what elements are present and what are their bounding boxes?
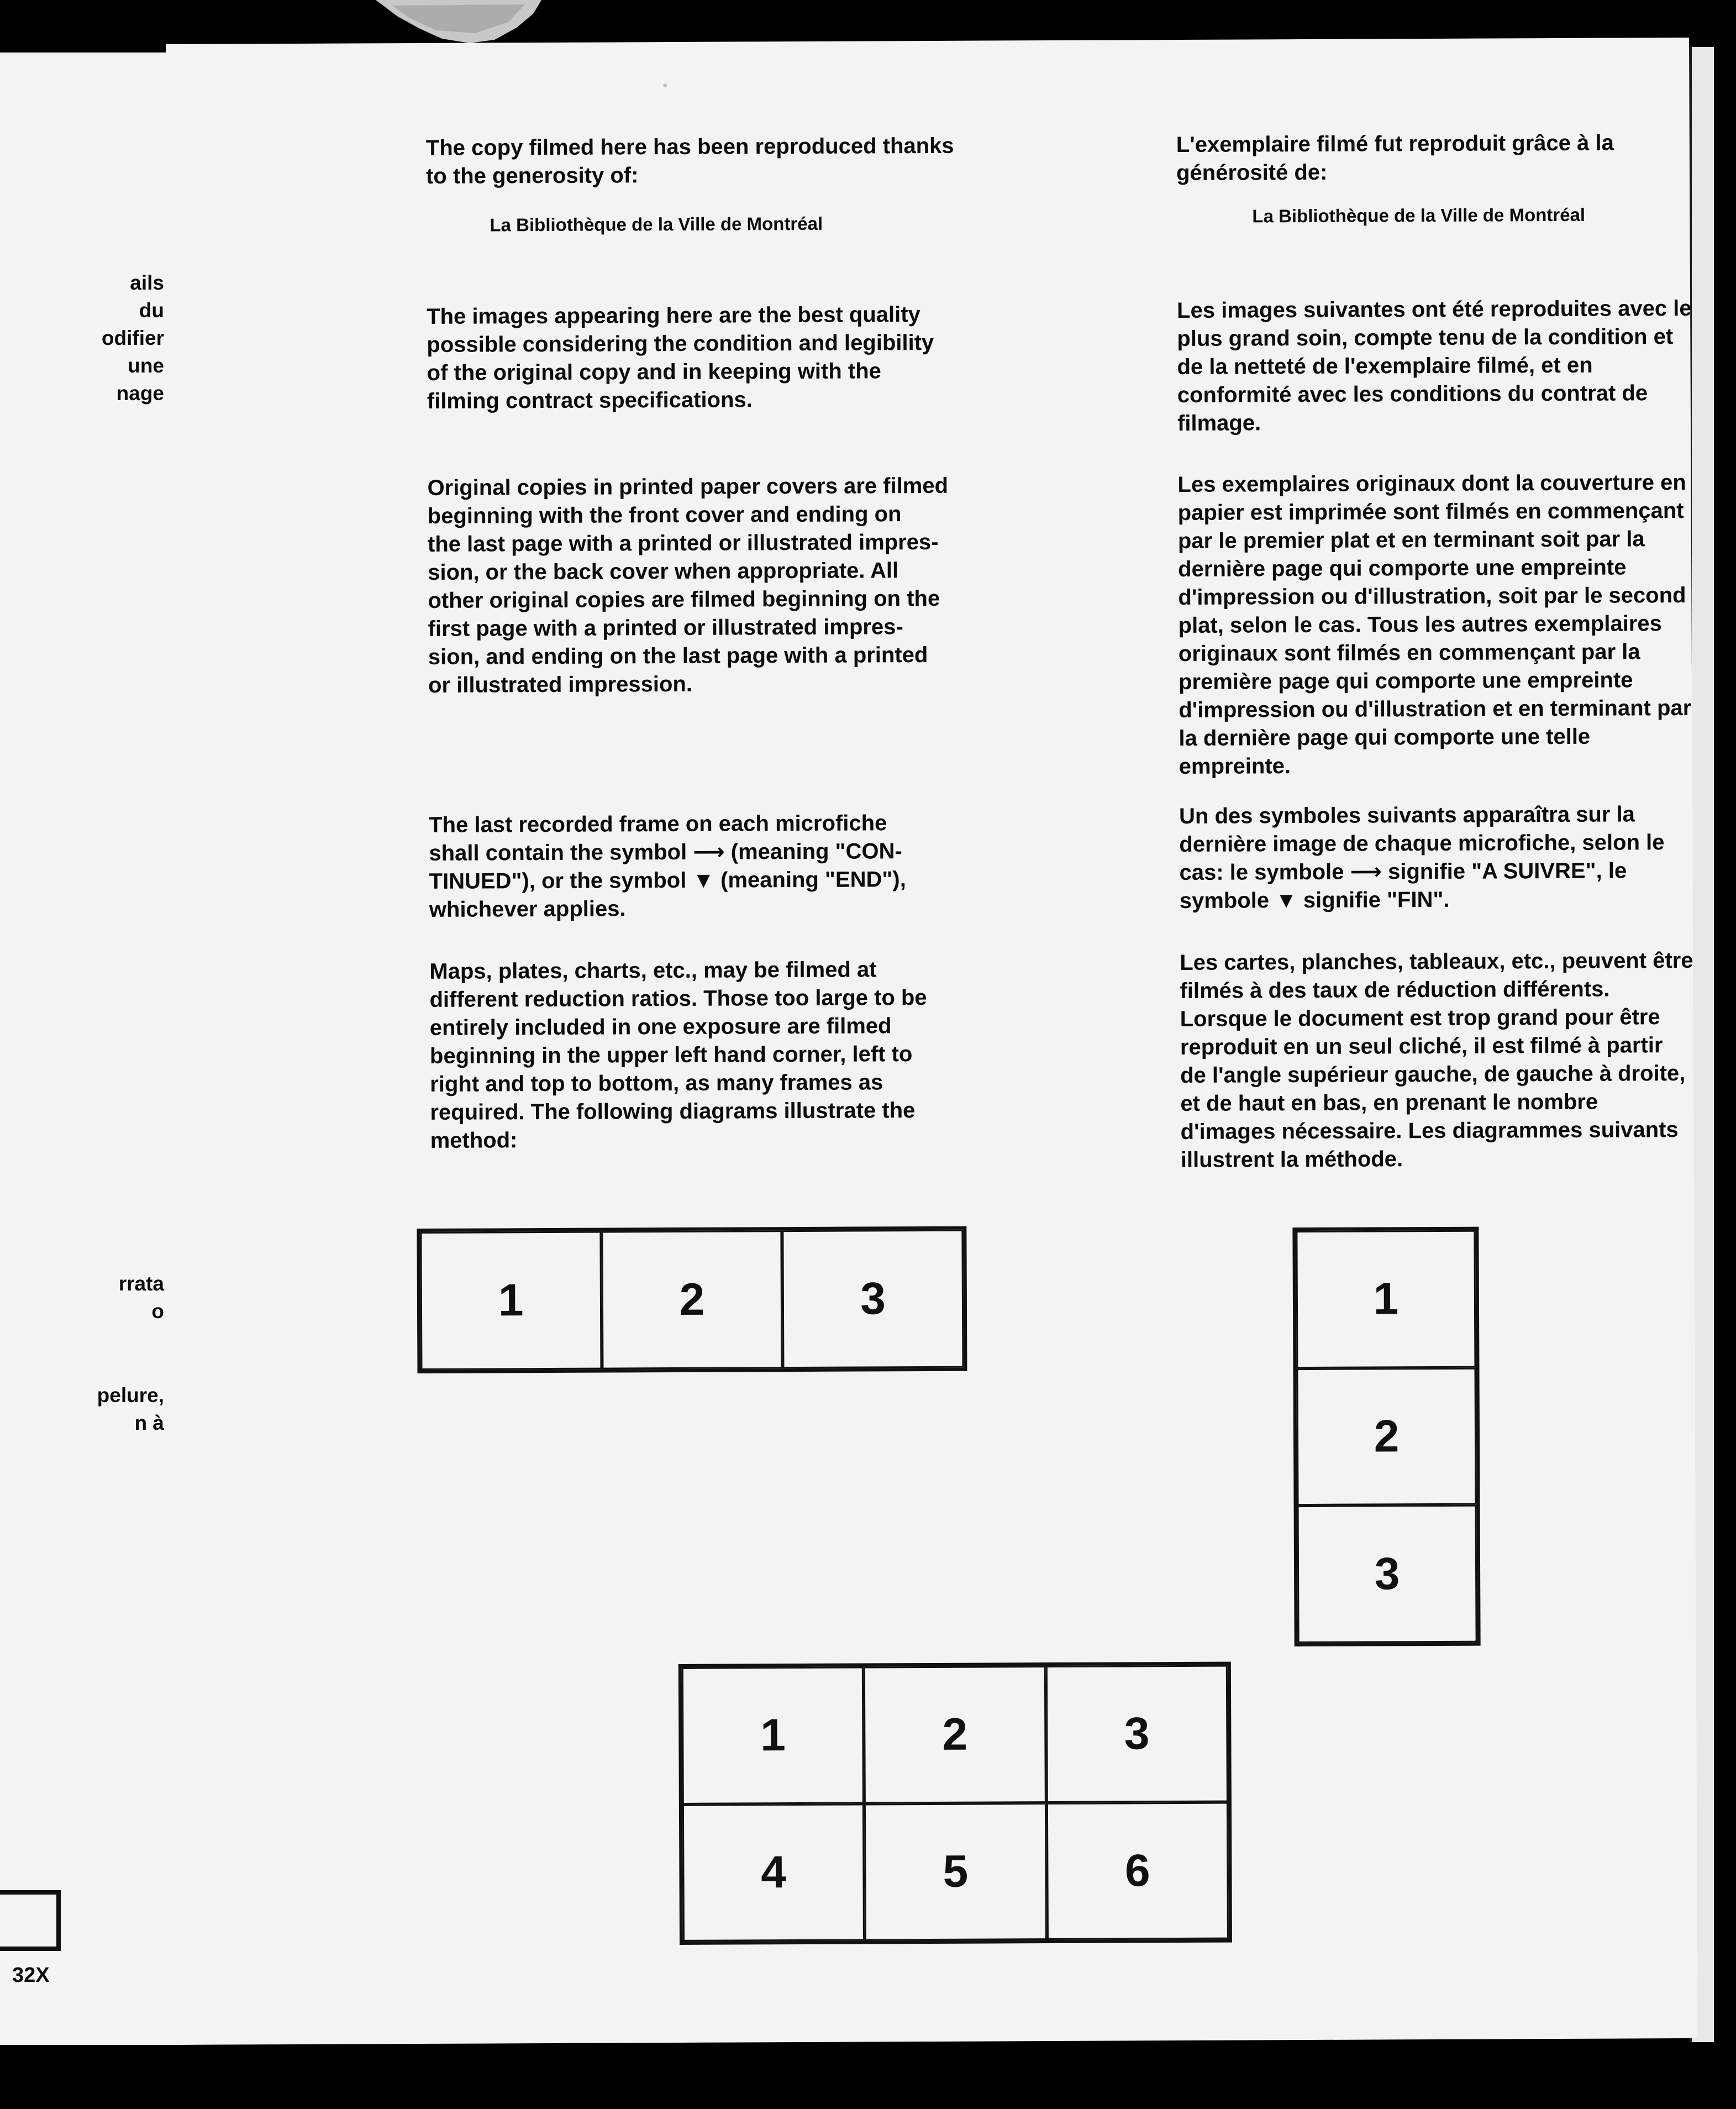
left-text-fragment: une xyxy=(128,354,164,377)
en-library-name: La Bibliothèque de la Ville de Montréal xyxy=(490,213,823,235)
frame-cell: 3 xyxy=(1297,1505,1477,1643)
left-text-fragment: nage xyxy=(116,382,164,405)
target-page xyxy=(166,38,1698,2045)
left-text-fragment: du xyxy=(139,299,164,322)
scan-artifact xyxy=(376,0,541,44)
speck xyxy=(663,83,667,87)
en-originals: Original copies in printed paper covers are filmed beginning with the front cover and ending on the last page with a printed or illustrated impres- sion, or the back cover when appropriate. All other original copies are filmed beginning on the first page with a printed or illustrated impres- sion, and ending on the last page with a printed or illustrated impression. xyxy=(427,473,949,697)
frame-cell: 3 xyxy=(1045,1665,1228,1803)
fr-library-name: La Bibliothèque de la Ville de Montréal xyxy=(1252,204,1586,227)
en-maps: Maps, plates, charts, etc., may be filmed at different reduction ratios. Those too large to be entirely included in one exposure are filmed beginning in the upper left hand corner, left to right and top to bottom, as many frames as required. The following diagrams illustrate the method: xyxy=(429,957,927,1153)
left-text-fragment: odifier xyxy=(101,327,164,349)
en-symbols: The last recorded frame on each microfiche shall contain the symbol ⟶ (meaning "CON- TINUED"), or the symbol ▼ (meaning "END"), whichever applies. xyxy=(429,811,906,922)
diagram-vertical xyxy=(1292,1227,1480,1646)
frame-cell: 1 xyxy=(1296,1230,1476,1368)
frame-cell: 2 xyxy=(864,1666,1046,1803)
frame-cell: 4 xyxy=(682,1804,865,1942)
frame-cell: 1 xyxy=(682,1667,864,1804)
fr-maps: Les cartes, planches, tableaux, etc., peuvent être filmés à des taux de réduction différents. Lorsque le document est trop grand pour être reproduit en un seul cliché, il est filmé à partir de l'angle supérieur gauche, de gauche à droite, et de haut en bas, en prenant le nombre d'images nécessaire. Les diagrammes suivants illustrent la méthode. xyxy=(1180,948,1693,1173)
frame-cell: 2 xyxy=(1296,1367,1476,1505)
diagram-horizontal xyxy=(417,1226,967,1373)
frame-cell: 2 xyxy=(601,1230,783,1369)
fr-quality: Les images suivantes ont été reproduites avec le plus grand soin, compte tenu de la condition et de la netteté de l'exemplaire filmé, et en conformité avec les conditions du contrat de filmage. xyxy=(1177,296,1692,436)
left-text-fragment: o xyxy=(151,1300,164,1323)
fr-symbols: Un des symboles suivants apparaîtra sur la dernière image de chaque microfiche, selon le cas: le symbole ⟶ signifie "A SUIVRE", le symbole ▼ signifie "FIN". xyxy=(1179,802,1665,914)
en-quality: The images appearing here are the best quality possible considering the condition and legibility of the original copy and in keeping with the filming contract specifications. xyxy=(427,302,934,413)
frame-cell: 6 xyxy=(1046,1802,1229,1940)
fr-originals: Les exemplaires originaux dont la couverture en papier est imprimée sont filmés en commençant par le premier plat et en terminant soit par la dernière page qui comporte une empreinte d'impression ou d'illustration, soit par le second plat, selon le cas. Tous les autres exemplaires originaux sont filmés en commençant par la première page qui comporte une empreinte d'impression ou d'illustration et en terminant par la dernière page qui comporte une telle empreinte. xyxy=(1177,470,1692,779)
en-generosity: The copy filmed here has been reproduced thanks to the generosity of: xyxy=(425,133,954,188)
frame-cell: 5 xyxy=(864,1803,1046,1940)
frame-cell: 1 xyxy=(420,1231,602,1370)
left-text-fragment: rrata xyxy=(118,1272,164,1295)
magnification-label: 32X xyxy=(12,1964,50,1987)
left-text-fragment: ails xyxy=(130,271,164,294)
resolution-square xyxy=(0,1890,61,1951)
left-text-fragment: pelure, xyxy=(97,1384,164,1407)
diagram-grid xyxy=(678,1662,1232,1945)
frame-cell: 3 xyxy=(782,1230,964,1368)
left-text-fragment: n à xyxy=(134,1412,164,1434)
fr-generosity: L'exemplaire filmé fut reproduit grâce à la générosité de: xyxy=(1176,130,1614,186)
left-page xyxy=(0,53,187,2045)
